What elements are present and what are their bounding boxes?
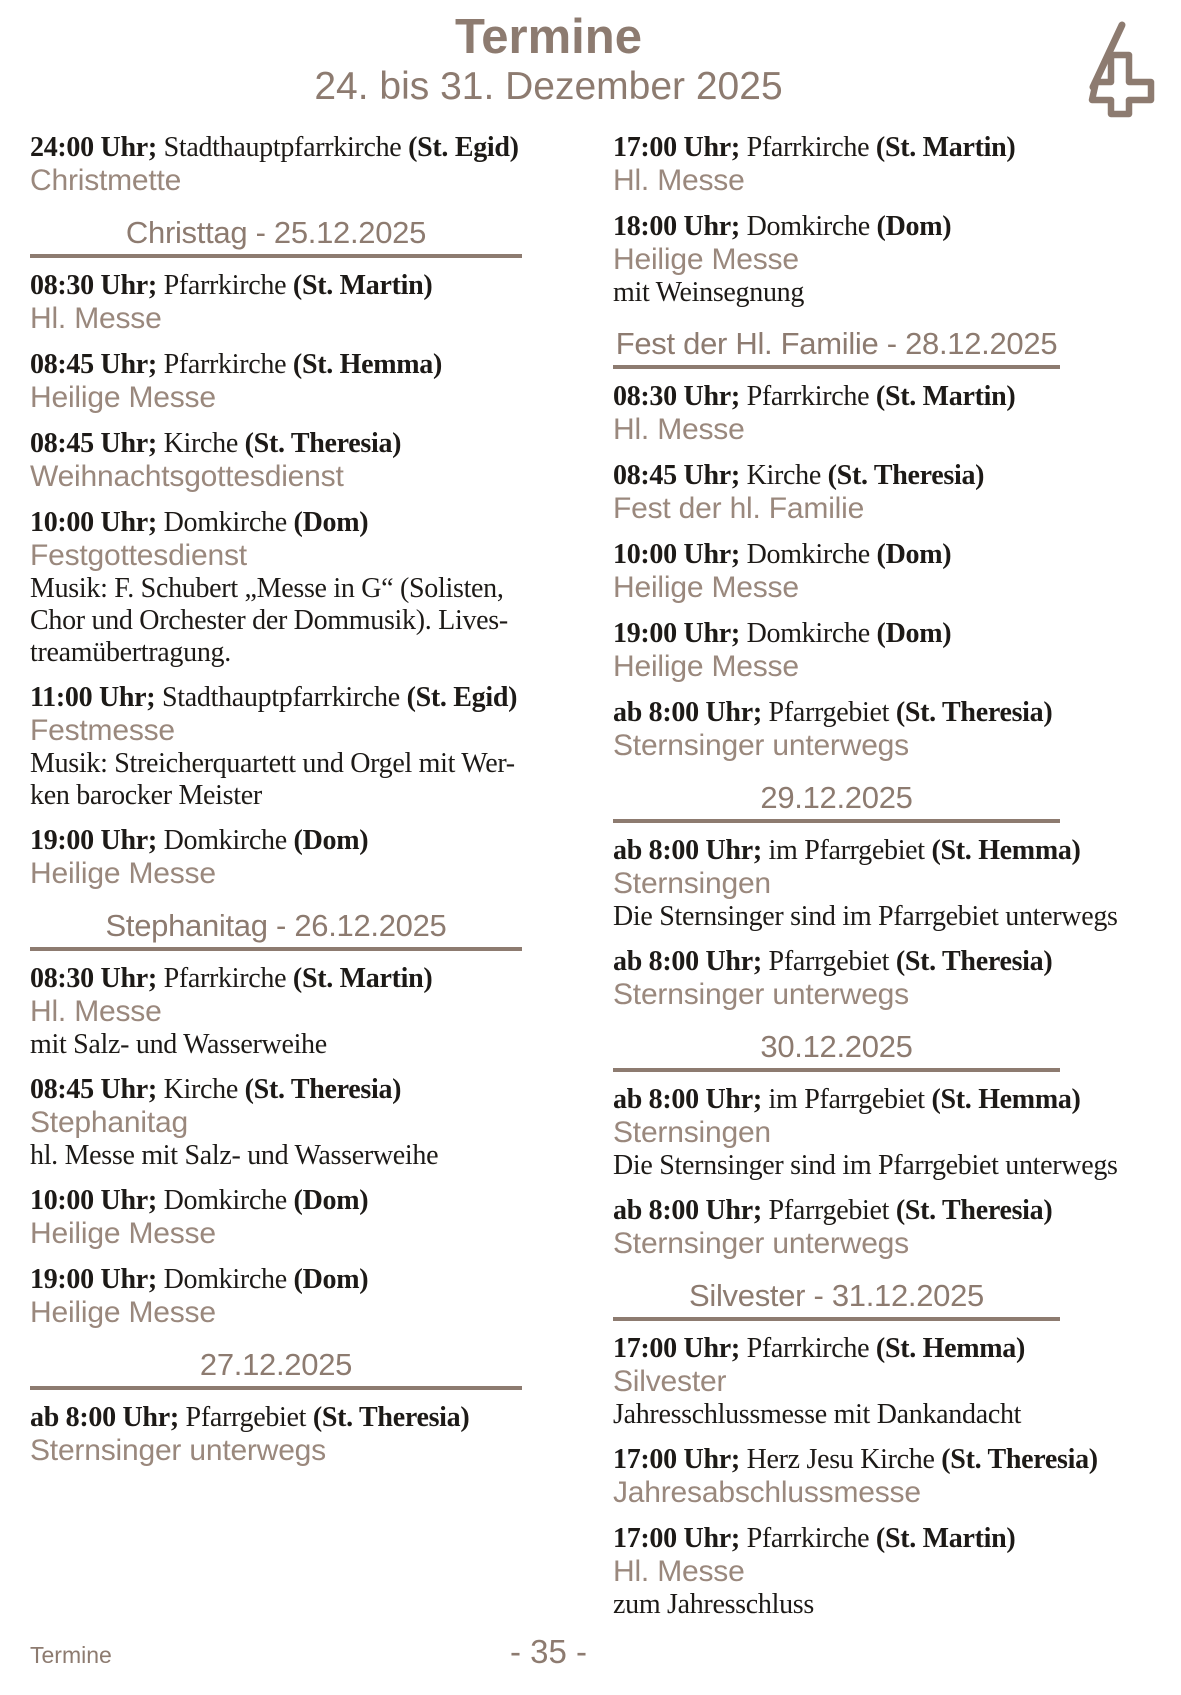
event-entry <box>30 1074 522 1172</box>
event-entry <box>613 697 1060 763</box>
event-place: Domkirche <box>156 825 294 856</box>
event-church: (St. Theresia) <box>895 697 1053 728</box>
event-place: Pfarrgebiet <box>761 946 896 977</box>
event-church: (St. Theresia) <box>895 1195 1053 1226</box>
event-time-line <box>613 381 1060 413</box>
event-time: 08:30 Uhr; <box>30 270 157 301</box>
page-subtitle: 24. bis 31. Dezember 2025 <box>314 65 783 108</box>
event-description-line: mit Salz- und Wasserweihe <box>30 1029 327 1060</box>
event-name: Sternsinger unterwegs <box>613 729 909 762</box>
section-header <box>30 215 522 258</box>
section-rule <box>613 365 1060 369</box>
event-name: Hl. Messe <box>613 164 745 197</box>
event-time-line <box>613 618 1060 650</box>
event-church: (Dom) <box>293 1264 369 1295</box>
event-time: 17:00 Uhr; <box>613 1333 740 1364</box>
event-name: Sternsinger unterwegs <box>613 1227 909 1260</box>
page-header <box>30 10 1067 110</box>
section-title: 30.12.2025 <box>760 1029 913 1064</box>
event-place: Domkirche <box>156 1185 294 1216</box>
event-church: (St. Hemma) <box>931 1084 1081 1115</box>
event-time: 08:45 Uhr; <box>613 460 740 491</box>
event-time-line <box>30 682 522 714</box>
event-entry <box>30 1264 522 1330</box>
event-church: (Dom) <box>293 825 369 856</box>
event-entry <box>613 1444 1098 1510</box>
event-description-line: Die Sternsinger sind im Pfarrgebiet unterwegs <box>613 901 1118 932</box>
event-time: ab 8:00 Uhr; <box>613 697 762 728</box>
event-entry <box>613 539 1060 605</box>
event-church: (St. Theresia) <box>244 428 402 459</box>
event-entry <box>30 1402 522 1468</box>
section-title: Stephanitag - 26.12.2025 <box>105 908 447 943</box>
event-time: 18:00 Uhr; <box>613 211 740 242</box>
event-time-line <box>30 428 522 460</box>
event-time-line <box>613 1195 1060 1227</box>
event-time-line <box>30 963 522 995</box>
event-entry <box>613 381 1060 447</box>
event-place: Kirche <box>156 1074 245 1105</box>
event-church: (St. Hemma) <box>875 1333 1026 1364</box>
event-entry <box>613 835 1118 933</box>
event-description-line: ken barocker Meister <box>30 780 262 811</box>
event-place: Herz Jesu Kirche <box>739 1444 942 1475</box>
event-church: (Dom) <box>876 211 952 242</box>
event-name: Heilige Messe <box>30 1296 216 1329</box>
section-rule <box>30 254 522 258</box>
event-description-line: Musik: Streicherquartett und Orgel mit Wer- <box>30 748 515 779</box>
event-name: Sternsinger unterwegs <box>30 1434 326 1467</box>
event-name: Weihnachtsgottesdienst <box>30 460 344 493</box>
event-description-line: Chor und Orchester der Dommusik). Lives- <box>30 605 508 636</box>
event-place: Domkirche <box>156 507 294 538</box>
event-church: (St. Martin) <box>875 1523 1016 1554</box>
event-time-line <box>613 460 1060 492</box>
event-time: ab 8:00 Uhr; <box>613 1084 762 1115</box>
event-time-line <box>30 507 522 539</box>
event-place: Pfarrgebiet <box>761 1195 896 1226</box>
section-title: 29.12.2025 <box>760 780 913 815</box>
event-entry <box>30 825 522 891</box>
section-header <box>613 780 1060 823</box>
event-time-line <box>30 1402 522 1434</box>
event-church: (St. Egid) <box>406 682 518 713</box>
event-time: ab 8:00 Uhr; <box>613 1195 762 1226</box>
event-time: ab 8:00 Uhr; <box>613 946 762 977</box>
event-entry <box>613 1523 1060 1621</box>
event-place: Pfarrgebiet <box>761 697 896 728</box>
event-description-line: Musik: F. Schubert „Messe in G“ (Solisten, <box>30 573 504 604</box>
event-entry <box>30 349 522 415</box>
section-rule <box>613 819 1060 823</box>
event-name: Sternsingen <box>613 1116 771 1149</box>
section-rule <box>613 1317 1060 1321</box>
event-church: (St. Martin) <box>875 132 1016 163</box>
event-place: Pfarrkirche <box>156 349 293 380</box>
event-time: 19:00 Uhr; <box>30 825 157 856</box>
event-place: im Pfarrgebiet <box>761 835 932 866</box>
event-time: 10:00 Uhr; <box>613 539 740 570</box>
event-entry <box>30 428 522 494</box>
event-place: Domkirche <box>739 539 877 570</box>
event-place: Domkirche <box>739 618 877 649</box>
section-rule <box>30 947 522 951</box>
section-title: Fest der Hl. Familie - 28.12.2025 <box>615 326 1058 361</box>
section-header <box>613 326 1060 369</box>
event-time: 08:30 Uhr; <box>613 381 740 412</box>
event-place: Domkirche <box>739 211 877 242</box>
event-church: (St. Theresia) <box>895 946 1053 977</box>
event-name: Festgottesdienst <box>30 539 247 572</box>
event-church: (St. Hemma) <box>931 835 1081 866</box>
event-name: Fest der hl. Familie <box>613 492 865 525</box>
section-title: Silvester - 31.12.2025 <box>689 1278 984 1313</box>
section-header <box>30 1347 522 1390</box>
section-header <box>613 1029 1060 1072</box>
event-place: Stadthauptpfarrkirche <box>156 132 409 163</box>
event-name: Sternsinger unterwegs <box>613 978 909 1011</box>
event-time: 17:00 Uhr; <box>613 132 740 163</box>
event-name: Stephanitag <box>30 1106 188 1139</box>
event-church: (St. Martin) <box>292 963 433 994</box>
event-description-line: Jahresschlussmesse mit Dankandacht <box>613 1399 1022 1430</box>
column-left <box>30 132 522 1481</box>
event-time: 08:30 Uhr; <box>30 963 157 994</box>
event-time: 17:00 Uhr; <box>613 1444 740 1475</box>
event-name: Hl. Messe <box>613 1555 745 1588</box>
event-time-line <box>30 349 522 381</box>
event-church: (Dom) <box>293 1185 369 1216</box>
event-name: Heilige Messe <box>613 650 799 683</box>
event-description-line: zum Jahresschluss <box>613 1589 814 1620</box>
event-place: Kirche <box>156 428 245 459</box>
section-title: 27.12.2025 <box>199 1347 353 1382</box>
event-description-line: Die Sternsinger sind im Pfarrgebiet unterwegs <box>613 1150 1118 1181</box>
event-entry <box>613 1084 1118 1182</box>
event-entry <box>30 963 522 1061</box>
event-time-line <box>613 1523 1060 1555</box>
event-time: 08:45 Uhr; <box>30 349 157 380</box>
section-header <box>30 908 522 951</box>
event-time-line <box>30 1185 522 1217</box>
event-name: Heilige Messe <box>613 571 799 604</box>
column-right <box>613 132 1118 1634</box>
event-place: Pfarrkirche <box>739 1523 876 1554</box>
event-time: 19:00 Uhr; <box>613 618 740 649</box>
event-entry <box>30 507 522 669</box>
event-place: Stadthauptpfarrkirche <box>155 682 407 713</box>
event-entry <box>30 270 522 336</box>
footer-section-label: Termine <box>30 1642 112 1668</box>
event-place: Pfarrgebiet <box>178 1402 313 1433</box>
event-time: 08:45 Uhr; <box>30 1074 157 1105</box>
event-entry <box>613 946 1060 1012</box>
event-name: Festmesse <box>30 714 175 747</box>
event-entry <box>613 460 1060 526</box>
event-time-line <box>30 132 522 164</box>
event-church: (Dom) <box>876 539 952 570</box>
event-time: 17:00 Uhr; <box>613 1523 740 1554</box>
event-entry <box>30 132 522 198</box>
event-name: Christmette <box>30 164 182 197</box>
event-name: Hl. Messe <box>613 413 745 446</box>
event-description-line: mit Weinsegnung <box>613 277 805 308</box>
event-church: (St. Theresia) <box>312 1402 470 1433</box>
event-church: (St. Theresia) <box>244 1074 402 1105</box>
event-time-line <box>30 825 522 857</box>
event-church: (St. Theresia) <box>827 460 985 491</box>
event-name: Jahresabschlussmesse <box>613 1476 921 1509</box>
event-time: 10:00 Uhr; <box>30 507 157 538</box>
event-church: (St. Martin) <box>292 270 433 301</box>
event-church: (Dom) <box>293 507 369 538</box>
event-church: (Dom) <box>876 618 952 649</box>
event-time-line <box>613 946 1060 978</box>
event-time: 19:00 Uhr; <box>30 1264 157 1295</box>
section-rule <box>30 1386 522 1390</box>
section-title: Christtag - 25.12.2025 <box>125 215 427 250</box>
page-title: Termine <box>455 10 642 64</box>
event-time-line <box>613 697 1060 729</box>
event-time: 10:00 Uhr; <box>30 1185 157 1216</box>
event-church: (St. Martin) <box>875 381 1016 412</box>
event-entry <box>30 1185 522 1251</box>
event-time: ab 8:00 Uhr; <box>613 835 762 866</box>
event-entry <box>613 211 1060 309</box>
event-name: Silvester <box>613 1365 727 1398</box>
event-time-line <box>613 1084 1081 1116</box>
event-name: Hl. Messe <box>30 302 162 335</box>
event-entry <box>613 618 1060 684</box>
event-entry <box>613 132 1060 198</box>
event-time-line <box>613 1333 1060 1365</box>
event-place: Pfarrkirche <box>156 963 293 994</box>
event-place: Kirche <box>739 460 828 491</box>
event-time-line <box>613 835 1081 867</box>
event-time-line <box>30 1074 522 1106</box>
event-time: ab 8:00 Uhr; <box>30 1402 179 1433</box>
event-place: Pfarrkirche <box>739 132 876 163</box>
event-place: im Pfarrgebiet <box>761 1084 932 1115</box>
event-church: (St. Theresia) <box>941 1444 1098 1475</box>
event-time-line <box>613 1444 1098 1476</box>
event-time-line <box>30 270 522 302</box>
event-name: Hl. Messe <box>30 995 162 1028</box>
event-time-line <box>613 132 1060 164</box>
event-church: (St. Hemma) <box>292 349 443 380</box>
event-time: 24:00 Uhr; <box>30 132 157 163</box>
event-time-line <box>613 211 1060 243</box>
event-description-line: treamübertragung. <box>30 637 231 668</box>
section-header <box>613 1278 1060 1321</box>
event-entry <box>613 1333 1060 1431</box>
event-name: Heilige Messe <box>30 1217 216 1250</box>
event-place: Domkirche <box>156 1264 294 1295</box>
event-church: (St. Egid) <box>408 132 519 163</box>
event-time-line <box>613 539 1060 571</box>
event-place: Pfarrkirche <box>156 270 293 301</box>
event-time-line <box>30 1264 522 1296</box>
event-entry <box>613 1195 1060 1261</box>
event-name: Heilige Messe <box>613 243 799 276</box>
event-place: Pfarrkirche <box>739 1333 876 1364</box>
event-name: Heilige Messe <box>30 381 216 414</box>
page-number: - 35 - <box>509 1633 588 1670</box>
section-rule <box>613 1068 1060 1072</box>
event-description-line: hl. Messe mit Salz- und Wasserweihe <box>30 1140 439 1171</box>
event-name: Sternsingen <box>613 867 771 900</box>
event-name: Heilige Messe <box>30 857 216 890</box>
event-entry <box>30 682 522 812</box>
event-time: 08:45 Uhr; <box>30 428 157 459</box>
event-time: 11:00 Uhr; <box>30 682 156 713</box>
cross-four-icon <box>1080 20 1158 120</box>
event-place: Pfarrkirche <box>739 381 876 412</box>
